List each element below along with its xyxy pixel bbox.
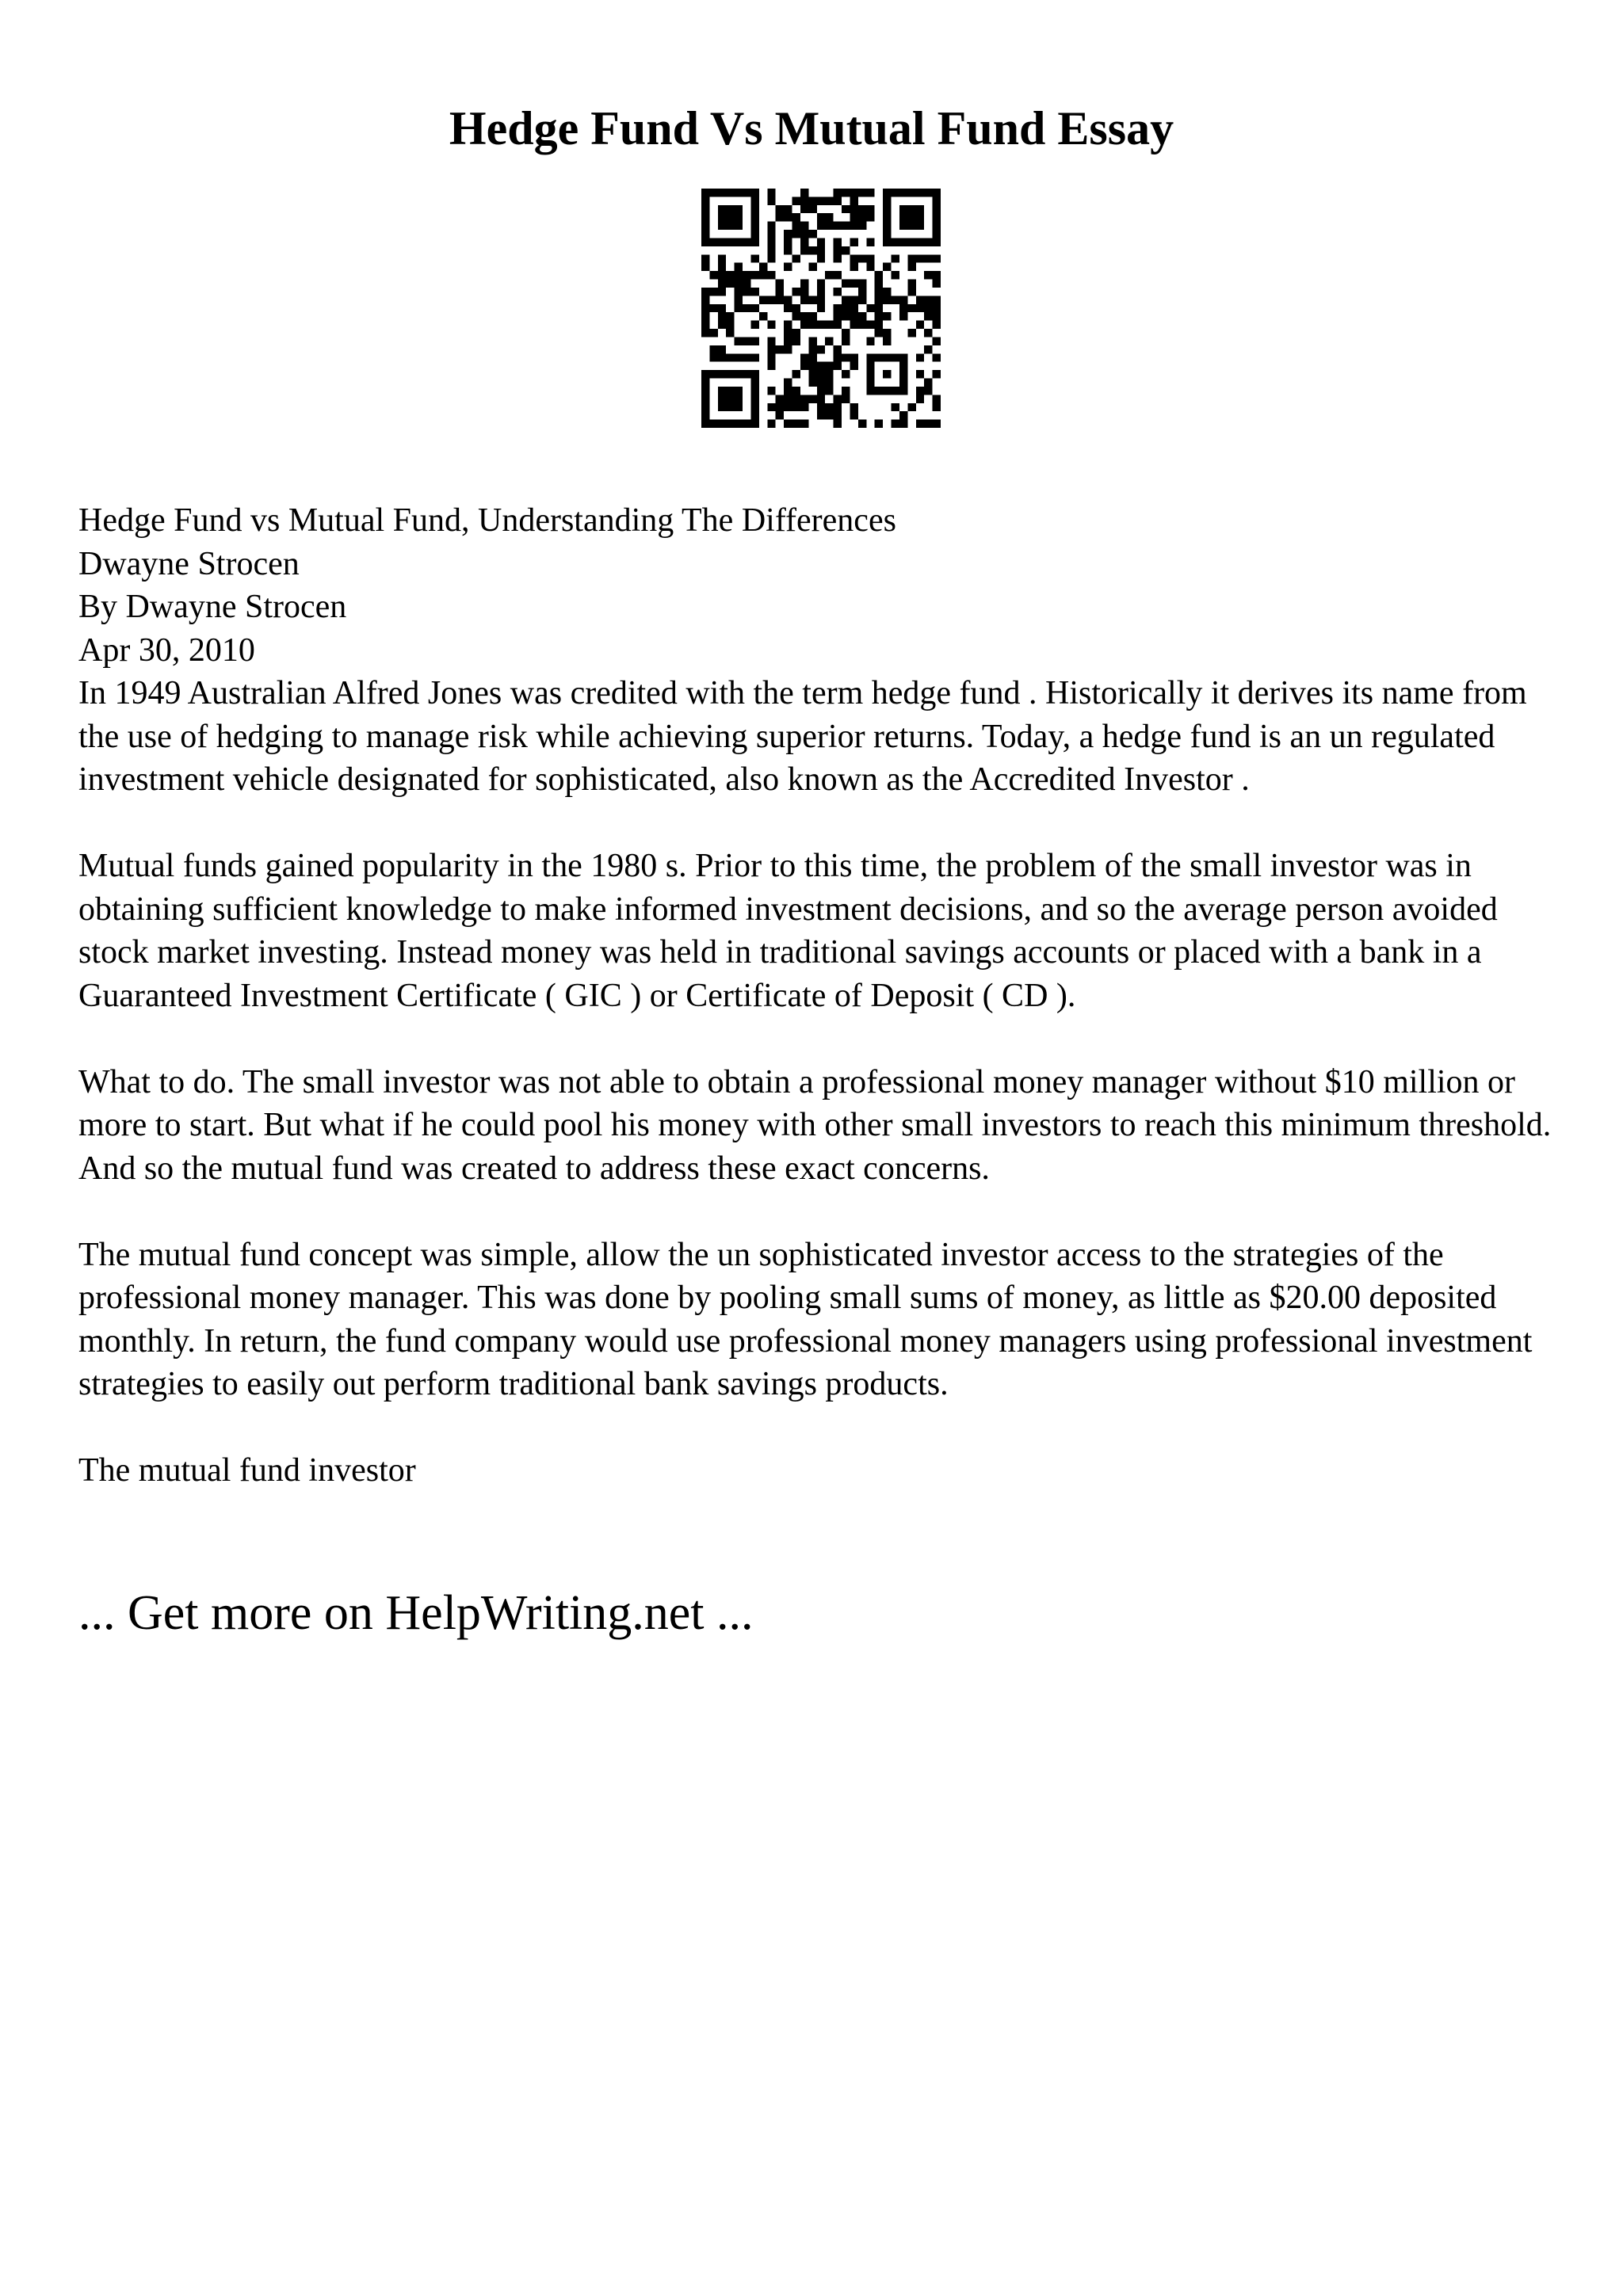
author-line: Dwayne Strocen bbox=[78, 545, 300, 582]
paragraph-3: What to do. The small investor was not able to obtain a professional money manager without $10 million or more to start. But what if he could pool his money with other small investors to reach this minimum threshold. And so the mutual fund was created to address these exact concerns. bbox=[78, 1063, 1552, 1187]
article-heading: Hedge Fund vs Mutual Fund, Understanding The Differences bbox=[78, 502, 896, 539]
paragraph-1: In 1949 Australian Alfred Jones was credited with the term hedge fund . Historically it derives its name from the use of hedging to manage risk while achieving superior returns. Today, a hedge fund is an un regulated investment vehicle designated for sophisticated, also known as the Accredited Investor . bbox=[78, 675, 1527, 798]
article-body bbox=[78, 499, 1568, 1535]
paragraph-5: The mutual fund investor bbox=[78, 1452, 416, 1489]
paragraph-4: The mutual fund concept was simple, allow the un sophisticated investor access to the strategies of the professional money manager. This was done by pooling small sums of money, as little as $20.00 deposited monthly. In return, the fund company would use professional money managers using professional investment strategies to easily out perform traditional bank savings products. bbox=[78, 1236, 1533, 1402]
document-title: Hedge Fund Vs Mutual Fund Essay bbox=[449, 102, 1174, 154]
publish-date: Apr 30, 2010 bbox=[78, 631, 255, 669]
get-more-link[interactable]: ... Get more on HelpWriting.net ... bbox=[78, 1586, 754, 1640]
paragraph-2: Mutual funds gained popularity in the 1980 s. Prior to this time, the problem of the small investor was in obtaining sufficient knowledge to make informed investment decisions, and so the average person avoided stock market investing. Instead money was held in traditional savings accounts or placed with a bank in a Guaranteed Investment Certificate ( GIC ) or Certificate of Deposit ( CD ). bbox=[78, 848, 1498, 1014]
byline: By Dwayne Strocen bbox=[78, 589, 347, 625]
qr-code-icon bbox=[701, 189, 941, 428]
